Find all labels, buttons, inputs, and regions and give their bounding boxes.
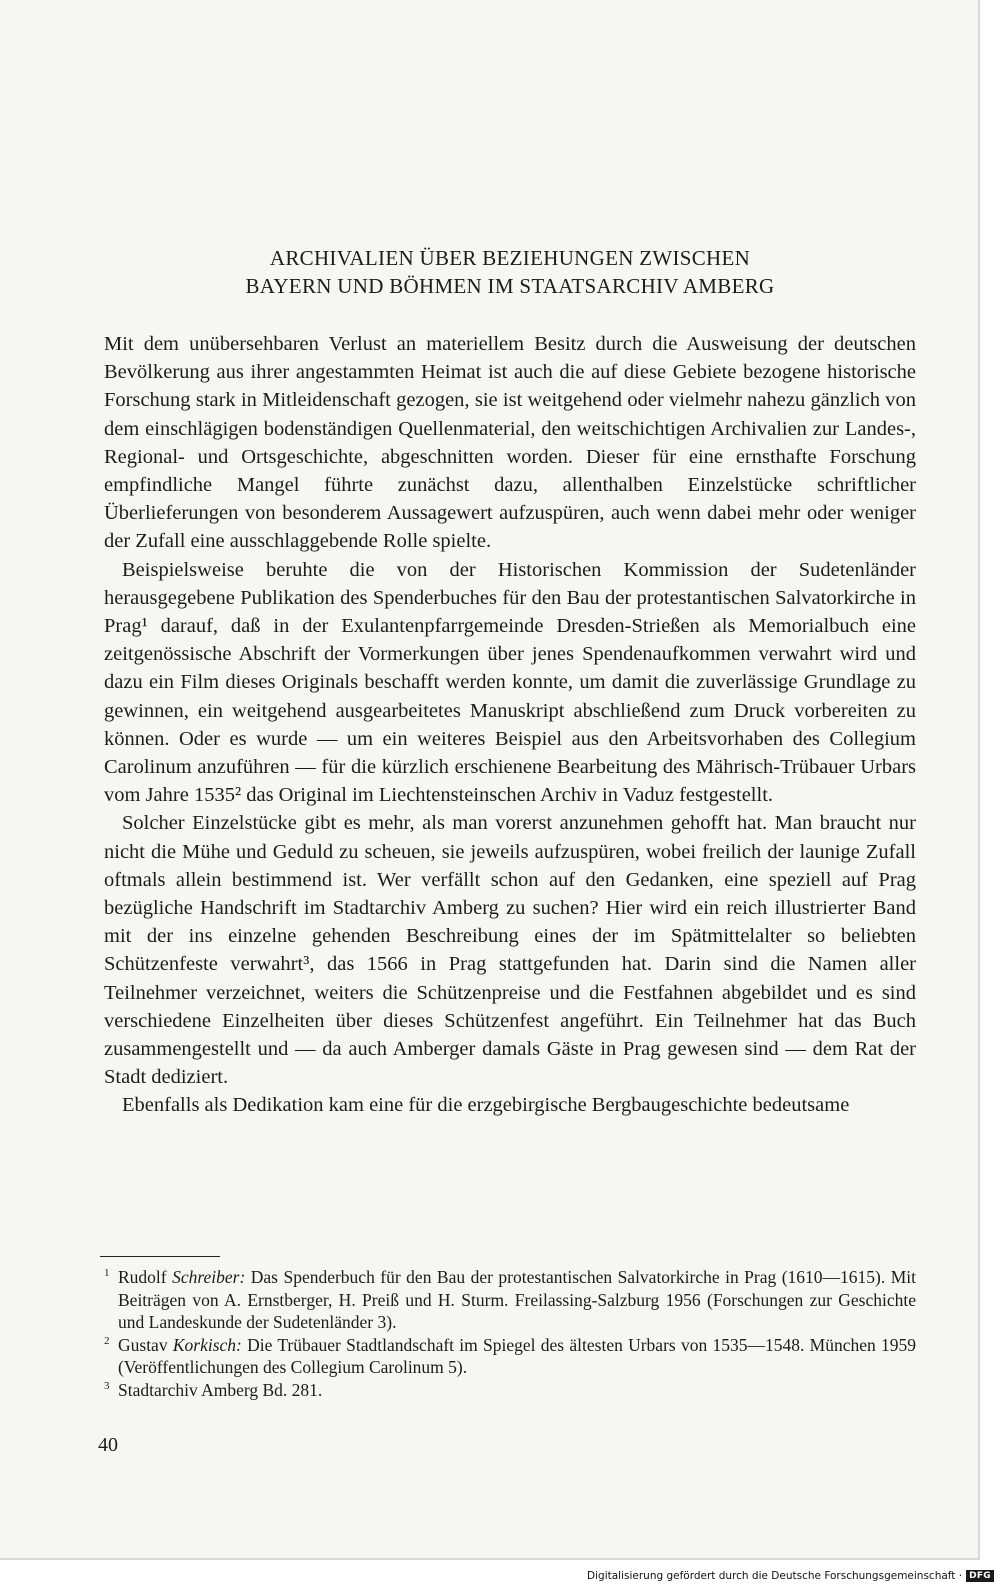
footnotes — [104, 1266, 916, 1401]
footnote-prefix: Rudolf — [118, 1267, 173, 1287]
paragraph-2: Beispielsweise beruhte die von der Historischen Kommission der Sudetenländer herausgegebene Publikation des Spenderbuches für den Bau der protestantischen Salvatorkirche in Prag¹ darauf, daß in der Exulantenpfarrgemeinde Dresden-Strießen als Memorialbuch eine zeitgenössische Abschrift der Vormerkungen über jenes Spendenaufkommen verwahrt wird und dazu ein Film dieses Originals beschafft werden konnte, um damit die zuverlässige Grundlage zu gewinnen, ein weitgehend ausgearbeitetes Manuskript abschließend zum Druck vorbereiten zu können. Oder es wurde — um ein weiteres Beispiel aus den Arbeitsvorhaben des Collegium Carolinum anzuführen — für die kürzlich erschienene Bearbeitung des Mährisch-Trübauer Urbars vom Jahre 1535² das Original im Liechtensteinschen Archiv in Vaduz festgestellt. — [104, 558, 916, 807]
footnote-prefix: Gustav — [118, 1334, 173, 1355]
footnote-text: Die Trübauer Stadtlandschaft im Spiegel des ältesten Urbars von 1535—1548. München 1959 (Veröffentlichungen des Collegium Carolinum 5). — [118, 1334, 916, 1377]
paragraph-3: Solcher Einzelstücke gibt es mehr, als man vorerst anzunehmen gehofft hat. Man braucht nur nicht die Mühe und Geduld zu scheuen, sie jeweils aufzuspüren, wobei freilich der launige Zufall oftmals allein bestimmend ist. Wer verfällt schon auf den Gedanken, eine speziell auf Prag bezügliche Handschrift im Stadtarchiv Amberg zu suchen? Hier wird ein reich illustrierter Band mit der ins einzelne gehenden Beschreibung eines der im Spätmittelalter so beliebten Schützenfeste verwahrt³, das 1566 in Prag stattgefunden hat. Darin sind die Namen aller Teilnehmer verzeichnet, weiters die Schützenpreise und die Festfahnen abgebildet und es sind verschiedene Einzelheiten über dieses Schützenfest angeführt. Ein Teilnehmer hat das Buch zusammengestellt und — da auch Amberger damals Gäste in Prag gewesen sind — dem Rat der Stadt dediziert. — [104, 812, 916, 1089]
footnote-3 — [104, 1379, 916, 1402]
footnote-2 — [104, 1334, 916, 1379]
footnote-number: 1 — [104, 1267, 110, 1279]
title-line-2: BAYERN UND BÖHMEN IM STAATSARCHIV AMBERG — [245, 274, 775, 298]
footnote-divider — [100, 1256, 220, 1257]
footnote-number: 2 — [104, 1334, 110, 1347]
footnote-text: Stadtarchiv Amberg Bd. 281. — [118, 1379, 323, 1400]
paragraph-4: Ebenfalls als Dedikation kam eine für die erzgebirgische Bergbaugeschichte bedeutsame — [122, 1094, 850, 1117]
dfg-watermark — [587, 1570, 994, 1582]
article-body — [104, 330, 916, 1120]
footnote-text: Das Spenderbuch für den Bau der protestantischen Salvatorkirche in Prag (1610—1615). Mit Beiträgen von A. Ernstberger, H. Preiß und H. Sturm. Freilassing-Salzburg 1956 (Forschungen zur Geschichte und Landeskunde der Sudetenländer 3). — [118, 1267, 916, 1332]
dfg-watermark-text: Digitalisierung gefördert durch die Deutsche Forschungsgemeinschaft · — [587, 1570, 963, 1582]
footnote-author: Korkisch: — [172, 1334, 242, 1355]
page-number: 40 — [98, 1434, 118, 1456]
dfg-logo: DFG — [966, 1570, 994, 1582]
footnote-author: Schreiber: — [172, 1267, 246, 1287]
paragraph-1: Mit dem unübersehbaren Verlust an materiellem Besitz durch die Ausweisung der deutschen Bevölkerung aus ihrer angestammten Heimat ist auch die auf diese Gebiete bezogene historische Forschung stark in Mitleidenschaft gezogen, sie ist weitgehend oder vielmehr nahezu gänzlich von dem einschlägigen bodenständigen Quellenmaterial, den weitschichtigen Archivalien zur Landes-, Regional- und Ortsgeschichte, abgeschnitten worden. Dieser für eine ernsthafte Forschung empfindliche Mangel führte zunächst dazu, allenthalben Einzelstücke schriftlicher Überlieferungen von besonderem Aussagewert aufzuspüren, auch wenn dabei mehr oder weniger der Zufall eine ausschlaggebende Rolle spielte. — [104, 333, 916, 553]
footnote-1 — [104, 1266, 916, 1334]
title-line-1: ARCHIVALIEN ÜBER BEZIEHUNGEN ZWISCHEN — [269, 246, 751, 270]
footnote-number: 3 — [104, 1379, 110, 1392]
article-title — [100, 244, 920, 300]
